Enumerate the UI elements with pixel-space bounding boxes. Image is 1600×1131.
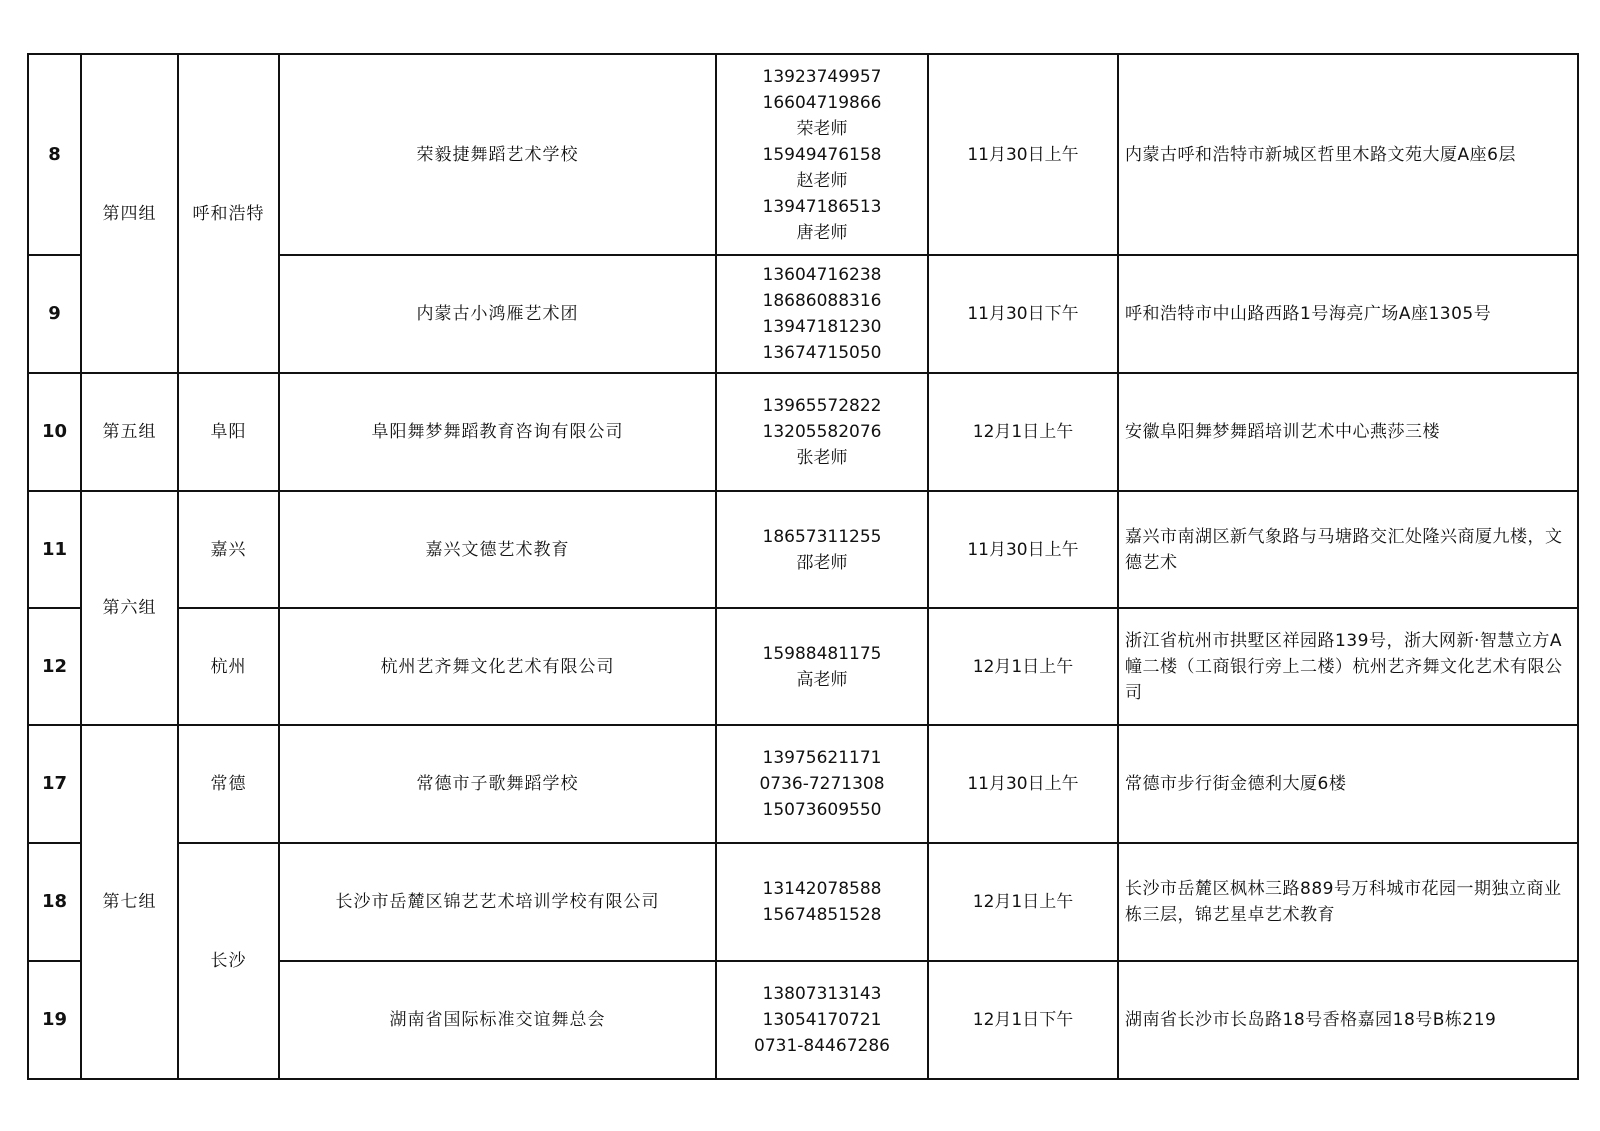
contact-line: 邵老师 (796, 552, 848, 573)
contact-cell (716, 608, 928, 725)
contact-line: 15949476158 (762, 144, 882, 165)
table-row (28, 373, 1578, 491)
address-cell: 呼和浩特市中山路西路1号海亮广场A座1305号 (1118, 255, 1578, 373)
address-cell: 常德市步行街金德利大厦6楼 (1118, 725, 1578, 843)
organization-cell: 常德市子歌舞蹈学校 (279, 725, 716, 843)
table-row (28, 725, 1578, 843)
address-cell: 长沙市岳麓区枫林三路889号万科城市花园一期独立商业栋三层，锦艺星卓艺术教育 (1118, 843, 1578, 961)
contact-line: 唐老师 (796, 222, 848, 243)
row-number: 8 (28, 54, 81, 255)
contact-cell (716, 725, 928, 843)
contact-line: 13604716238 (762, 265, 882, 285)
contact-line: 13807313143 (762, 984, 882, 1004)
contact-line: 0736-7271308 (759, 774, 885, 794)
contact-line: 18686088316 (762, 291, 882, 311)
address-cell: 嘉兴市南湖区新气象路与马塘路交汇处隆兴商厦九楼，文德艺术 (1118, 491, 1578, 608)
table-row (28, 843, 1578, 961)
organization-cell: 长沙市岳麓区锦艺艺术培训学校有限公司 (279, 843, 716, 961)
contact-line: 15073609550 (762, 800, 882, 820)
contact-line: 荣老师 (796, 118, 848, 139)
contact-line: 13947181230 (762, 317, 882, 337)
time-cell: 11月30日上午 (928, 491, 1118, 608)
address-cell: 内蒙古呼和浩特市新城区哲里木路文苑大厦A座6层 (1118, 54, 1578, 255)
contact-line: 13947186513 (762, 196, 882, 217)
time-cell: 11月30日上午 (928, 725, 1118, 843)
row-number: 18 (28, 843, 81, 961)
organization-cell: 内蒙古小鸿雁艺术团 (279, 255, 716, 373)
organization-cell: 杭州艺齐舞文化艺术有限公司 (279, 608, 716, 725)
contact-cell (716, 255, 928, 373)
city-cell: 呼和浩特 (178, 54, 279, 373)
contact-cell (716, 843, 928, 961)
contact-line: 13923749957 (762, 66, 882, 87)
address-cell: 安徽阜阳舞梦舞蹈培训艺术中心燕莎三楼 (1118, 373, 1578, 491)
contact-cell (716, 961, 928, 1079)
group-cell: 第七组 (81, 725, 178, 1079)
group-cell: 第四组 (81, 54, 178, 373)
contact-line: 13142078588 (762, 879, 882, 899)
organization-cell: 荣毅捷舞蹈艺术学校 (279, 54, 716, 255)
time-cell: 12月1日上午 (928, 843, 1118, 961)
contact-line: 18657311255 (762, 526, 882, 547)
city-cell: 阜阳 (178, 373, 279, 491)
time-cell: 11月30日下午 (928, 255, 1118, 373)
time-cell: 12月1日下午 (928, 961, 1118, 1079)
contact-line: 13054170721 (762, 1010, 882, 1030)
table-row (28, 491, 1578, 608)
contact-line: 13965572822 (762, 396, 882, 416)
row-number: 12 (28, 608, 81, 725)
contact-line: 15674851528 (762, 905, 882, 925)
city-cell: 杭州 (178, 608, 279, 725)
contact-line: 0731-84467286 (754, 1036, 890, 1056)
contact-line: 13205582076 (762, 422, 882, 442)
group-cell: 第六组 (81, 491, 178, 725)
city-cell: 嘉兴 (178, 491, 279, 608)
table-row (28, 608, 1578, 725)
city-cell: 常德 (178, 725, 279, 843)
row-number: 10 (28, 373, 81, 491)
organization-cell: 阜阳舞梦舞蹈教育咨询有限公司 (279, 373, 716, 491)
contact-cell (716, 373, 928, 491)
contact-line: 赵老师 (796, 170, 848, 191)
registration-table (27, 53, 1579, 1080)
contact-line: 13975621171 (762, 748, 882, 768)
address-cell: 湖南省长沙市长岛路18号香格嘉园18号B栋219 (1118, 961, 1578, 1079)
row-number: 17 (28, 725, 81, 843)
organization-cell: 湖南省国际标准交谊舞总会 (279, 961, 716, 1079)
contact-line: 16604719866 (762, 92, 882, 113)
contact-cell (716, 491, 928, 608)
row-number: 9 (28, 255, 81, 373)
time-cell: 11月30日上午 (928, 54, 1118, 255)
time-cell: 12月1日上午 (928, 608, 1118, 725)
contact-cell (716, 54, 928, 255)
contact-line: 13674715050 (762, 343, 882, 363)
organization-cell: 嘉兴文德艺术教育 (279, 491, 716, 608)
contact-line: 张老师 (796, 448, 848, 468)
contact-line: 高老师 (796, 669, 848, 690)
table-row (28, 54, 1578, 255)
time-cell: 12月1日上午 (928, 373, 1118, 491)
group-cell: 第五组 (81, 373, 178, 491)
row-number: 19 (28, 961, 81, 1079)
contact-line: 15988481175 (762, 643, 882, 664)
row-number: 11 (28, 491, 81, 608)
city-cell: 长沙 (178, 843, 279, 1079)
address-cell: 浙江省杭州市拱墅区祥园路139号，浙大网新·智慧立方A幢二楼（工商银行旁上二楼）杭州艺齐舞文化艺术有限公司 (1118, 608, 1578, 725)
